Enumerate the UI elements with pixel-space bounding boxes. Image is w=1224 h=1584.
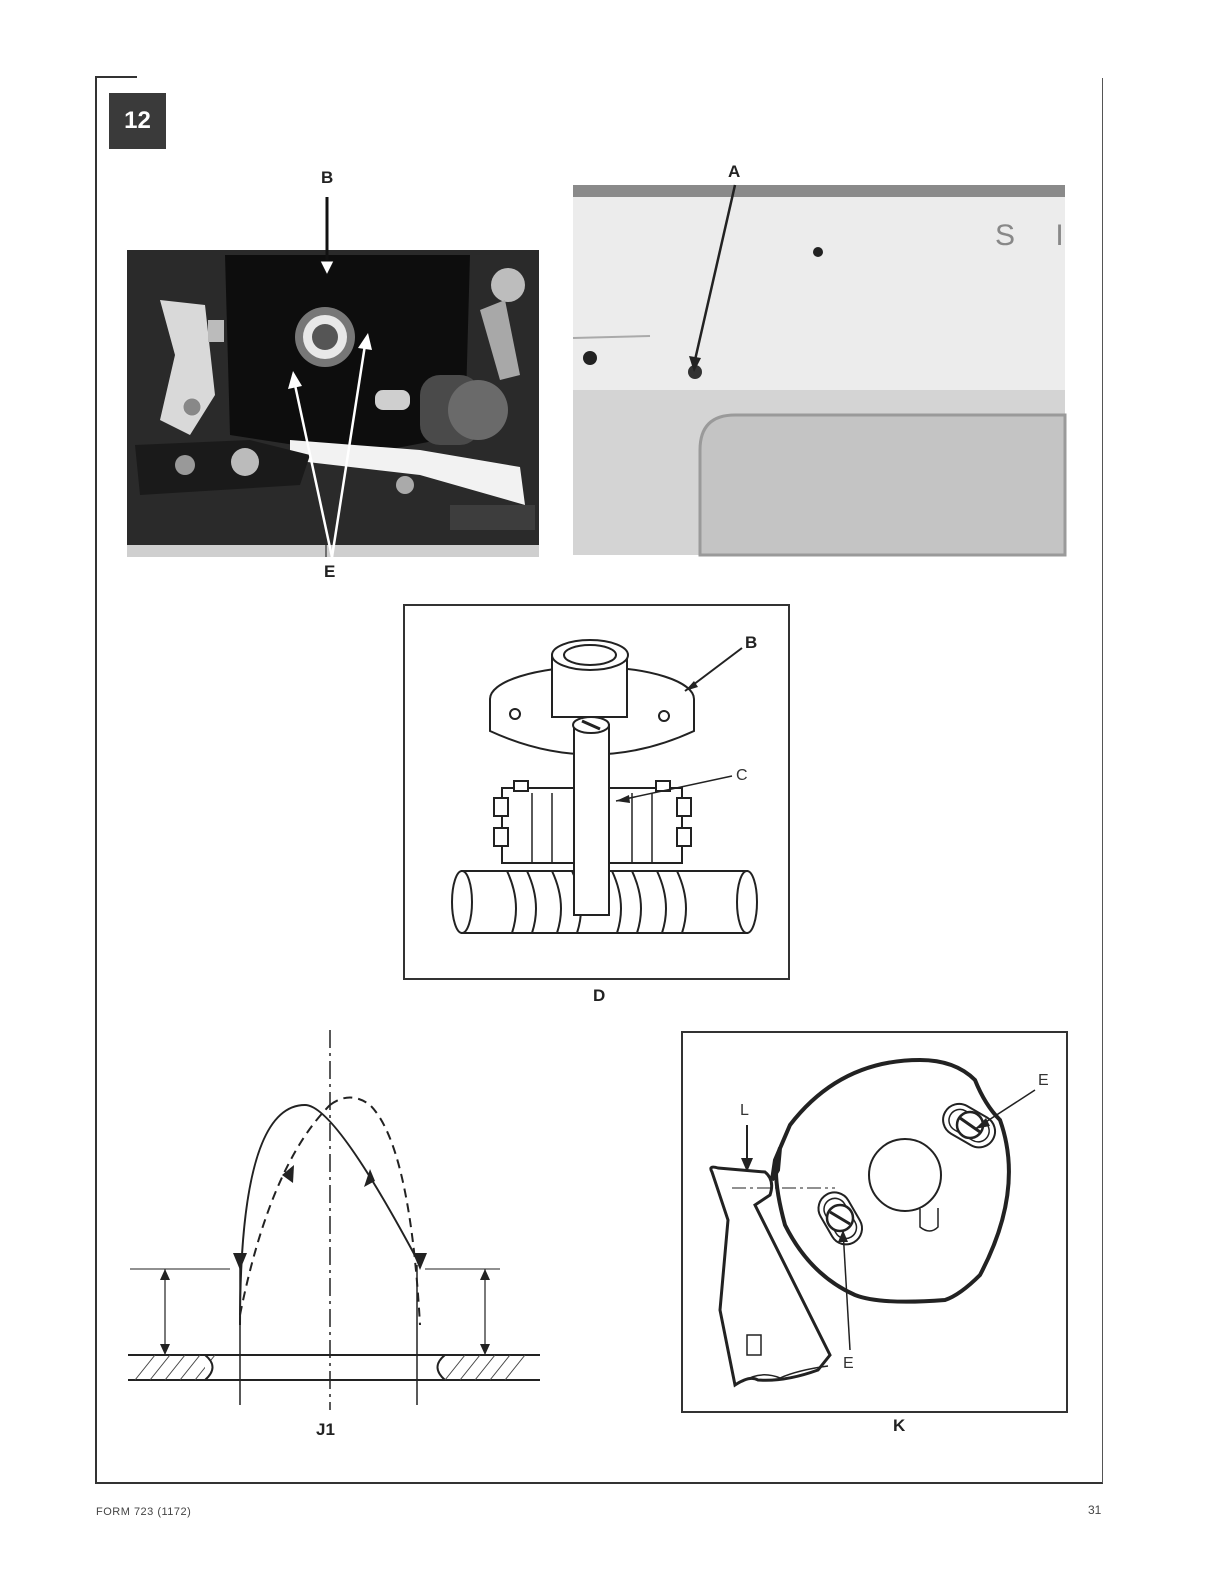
diagram-label-j1: J1 — [316, 1420, 335, 1439]
page-number: 31 — [1088, 1503, 1102, 1517]
photo1-label-b: B — [321, 168, 334, 187]
diagram-label-k: K — [893, 1416, 906, 1435]
badge-lettering: S I — [995, 219, 1080, 252]
hook-path-diagram — [120, 1025, 550, 1415]
gear-label-b: B — [745, 633, 758, 652]
cover-photo — [570, 180, 1080, 560]
form-number: FORM 723 (1172) — [96, 1506, 192, 1518]
cam-label-e-bottom: E — [843, 1355, 854, 1372]
worm-gear-diagram — [402, 603, 792, 983]
gear-label-c: C — [736, 767, 748, 784]
mechanism-photo — [120, 185, 545, 560]
photo1-label-e: E — [324, 562, 336, 581]
cam-lever-diagram — [680, 1030, 1070, 1415]
cam-label-e-top: E — [1038, 1072, 1049, 1089]
gear-label-d: D — [593, 986, 606, 1005]
figure-number-badge: 12 — [109, 93, 166, 149]
photo2-label-a: A — [728, 162, 741, 181]
cam-label-l: L — [740, 1102, 749, 1119]
